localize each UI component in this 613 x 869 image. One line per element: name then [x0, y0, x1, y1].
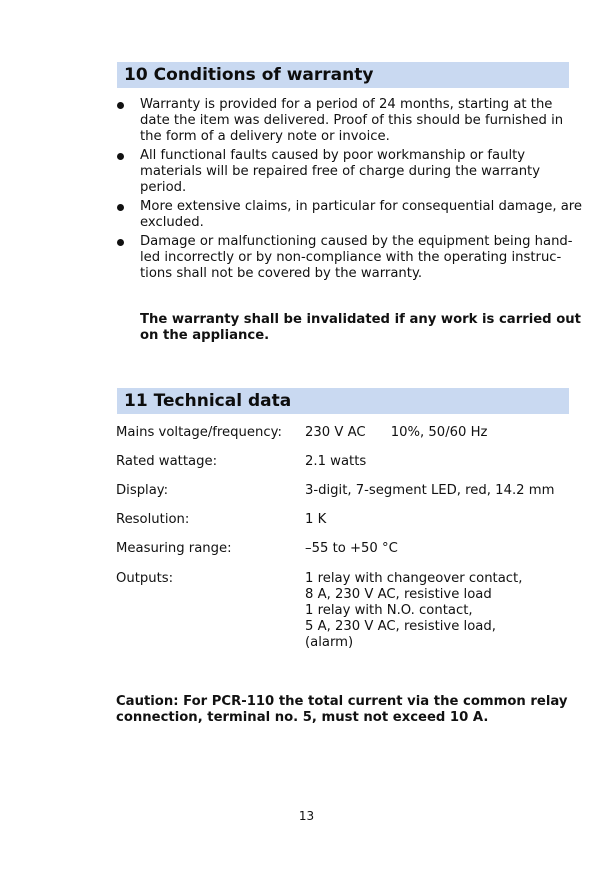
list-item: Damage or malfunctioning caused by the equipment being hand- led incorrectly or by non-compliance with the operating instruc- tions shall not be covered by the warranty. [117, 234, 567, 282]
spec-value: 1 K [305, 512, 327, 527]
bullet-icon [117, 153, 124, 160]
spec-value: 1 relay with changeover contact, 8 A, 230 V AC, resistive load 1 relay with N.O. contact, 5 A, 230 V AC, resistive load, (alarm) [305, 571, 523, 650]
bullet-icon [117, 204, 124, 211]
spec-label: Measuring range: [116, 541, 232, 556]
section-11-heading [117, 388, 569, 414]
spec-label: Mains voltage/frequency: [116, 425, 282, 440]
page-number: 13 [298, 809, 315, 823]
warranty-conditions-list [117, 97, 583, 285]
spec-value: 230 V AC 10%, 50/60 Hz [305, 425, 488, 440]
bullet-icon [117, 239, 124, 246]
section-10-heading [117, 62, 569, 88]
warranty-invalidation-note: The warranty shall be invalidated if any work is carried out on the appliance. [140, 312, 581, 343]
section-10-title: Conditions of warranty [153, 65, 374, 85]
section-11-number: 11 [124, 391, 148, 411]
spec-value: 2.1 watts [305, 454, 367, 469]
spec-value: 3-digit, 7-segment LED, red, 14.2 mm [305, 483, 555, 498]
caution-note: Caution: For PCR-110 the total current via the common relay connection, terminal no. 5, must not exceed 10 A. [116, 694, 568, 725]
list-item: Warranty is provided for a period of 24 months, starting at the date the item was delivered. Proof of this should be furnished in the form of a delivery note or invoice. [117, 97, 567, 145]
section-10-number: 10 [124, 65, 148, 85]
spec-label: Resolution: [116, 512, 190, 527]
section-11-title: Technical data [153, 391, 292, 411]
bullet-icon [117, 102, 124, 109]
list-item: More extensive claims, in particular for consequential damage, are excluded. [117, 199, 567, 231]
spec-label: Outputs: [116, 571, 174, 586]
list-item: All functional faults caused by poor workmanship or faulty materials will be repaired free of charge during the warranty period. [117, 148, 567, 196]
spec-value: –55 to +50 °C [305, 541, 398, 556]
spec-label: Rated wattage: [116, 454, 218, 469]
spec-label: Display: [116, 483, 169, 498]
